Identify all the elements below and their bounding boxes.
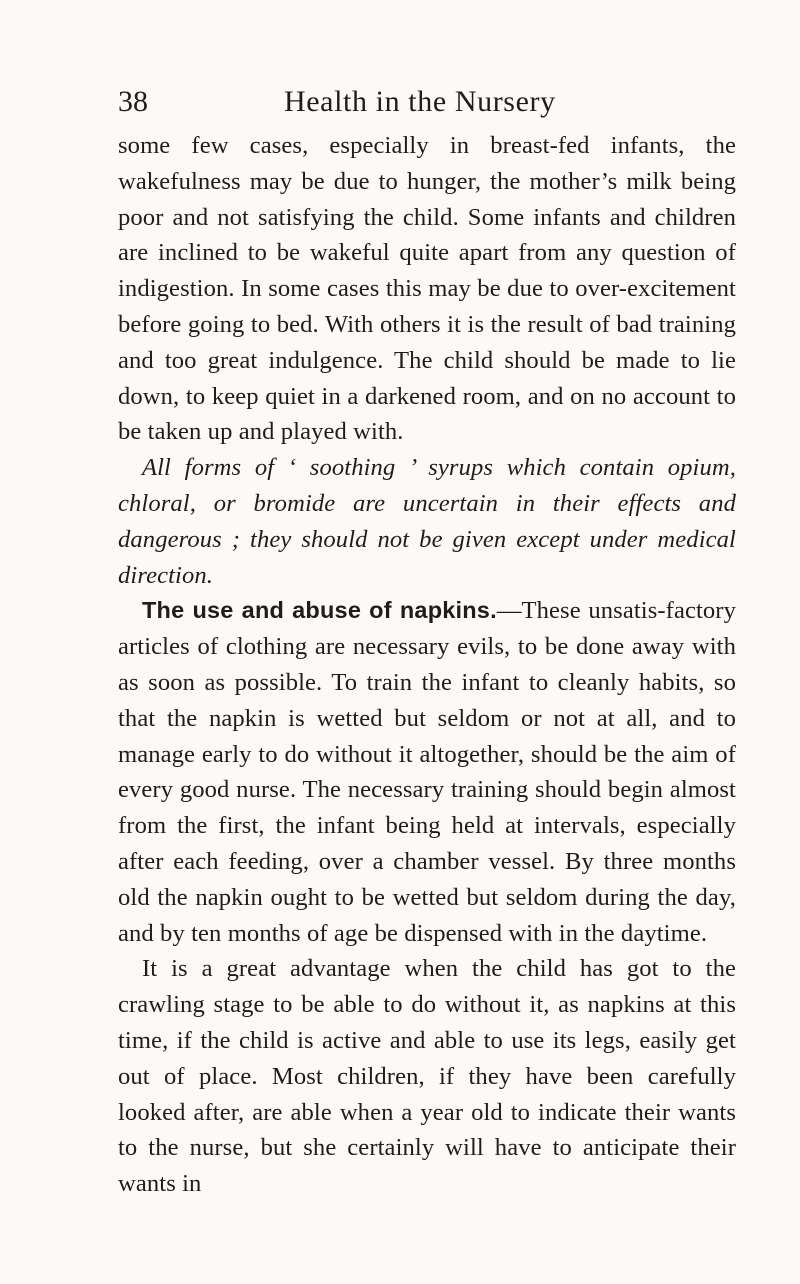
page-number: 38 [118,85,148,118]
running-title: Health in the Nursery [284,85,556,118]
paragraph-napkins [118,593,736,951]
paragraph-napkins-text: —These unsatis-factory articles of clothing are necessary evils, to be done away with as soon as possible. To train the infant to cleanly habits, so that the napkin is wetted but seldom or not at all, and to manage early to do without it altogether, should be the aim of every good nurse. The necessary training should begin almost from the first, the infant being held at intervals, especially after each feeding, over a chamber vessel. By three months old the napkin ought to be wetted but seldom during the day, and by ten months of age be dispensed with in the daytime. [118,597,736,947]
paragraph-crawling-stage: It is a great advantage when the child has got to the crawling stage to be able to do without it, as napkins at this time, if the child is active and able to use its legs, easily get out of place. Most children, if they have been carefully looked after, are able when a year old to indicate their wants to the nurse, but she certainly will have to anticipate their wants in [118,955,736,1198]
paragraph-wakefulness: some few cases, especially in breast-fed infants, the wakefulness may be due to hunger, the mother’s milk being poor and not satisfying the child. Some infants and children are inclined to be wakeful quite apart from any question of indigestion. In some cases this may be due to over-excitement before going to bed. With others it is the result of bad training and too great indulgence. The child should be made to lie down, to keep quiet in a darkened room, and on no account to be taken up and played with. [118,132,736,446]
paragraph-soothing-syrups-warning: All forms of ‘ soothing ’ syrups which contain opium, chloral, or bromide are uncertain in their effects and dangerous ; they should not be given except under medical direction. [118,454,736,589]
running-head [118,82,732,122]
section-heading-napkins: The use and abuse of napkins. [142,597,497,624]
body-text [118,128,736,1202]
